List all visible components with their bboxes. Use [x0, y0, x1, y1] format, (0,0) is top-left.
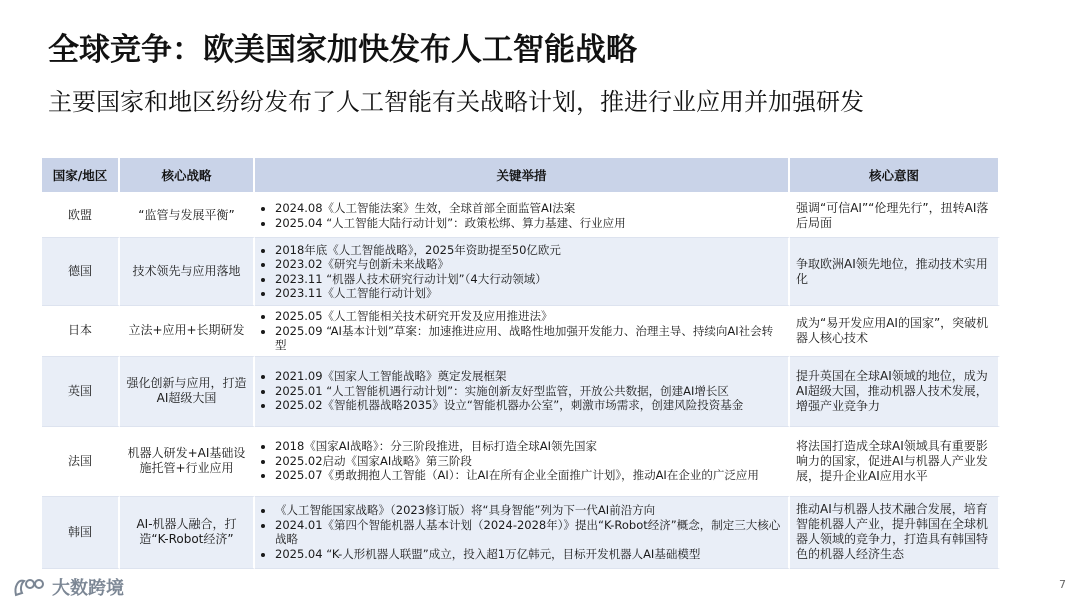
- table-row: [42, 357, 1000, 427]
- logo-mark-icon: [12, 575, 46, 599]
- brand-logo: [10, 572, 130, 602]
- country-cell: 日本: [42, 306, 120, 357]
- page-number: 7: [1059, 578, 1066, 591]
- measure-item: • 2024.08《人工智能法案》生效，全球首部全面监管AI法案: [275, 201, 782, 216]
- strategy-cell: 强化创新与应用，打造AI超级大国: [120, 357, 255, 427]
- intent-cell: 提升英国在全球AI领域的地位，成为AI超级大国，推动机器人技术发展，增强产业竞争力: [790, 357, 1000, 427]
- measures-cell: [255, 194, 790, 238]
- page-subtitle: 主要国家和地区纷纷发布了人工智能有关战略计划，推进行业应用并加强研发: [48, 88, 864, 116]
- header-country: 国家/地区: [42, 158, 120, 194]
- intent-cell: 成为“易开发应用AI的国家”，突破机器人核心技术: [790, 306, 1000, 357]
- intent-cell: 强调“可信AI”“伦理先行”，扭转AI落后局面: [790, 194, 1000, 238]
- measure-item: • 2018年底《人工智能战略》，2025年资助提至50亿欧元: [275, 243, 782, 258]
- measure-item: • 2025.01 “人工智能机遇行动计划”：实施创新友好型监管，开放公共数据，创建AI增长区: [275, 384, 782, 399]
- table-row: [42, 497, 1000, 569]
- strategy-cell: “监管与发展平衡”: [120, 194, 255, 238]
- measure-item: • 2023.11《人工智能行动计划》: [275, 286, 782, 301]
- measures-cell: [255, 238, 790, 306]
- strategy-cell: 机器人研发+AI基础设施托管+行业应用: [120, 427, 255, 497]
- strategy-cell: 立法+应用+长期研发: [120, 306, 255, 357]
- measures-cell: [255, 497, 790, 569]
- table-header-row: [42, 158, 1000, 194]
- strategy-cell: AI-机器人融合，打造“K-Robot经济”: [120, 497, 255, 569]
- header-measures: 关键举措: [255, 158, 790, 194]
- measure-item: • 2023.11 “机器人技术研究行动计划”（4大行动领域）: [275, 272, 782, 287]
- measure-item: • 2025.04 “人工智能大陆行动计划”：政策松绑、算力基建、行业应用: [275, 216, 782, 231]
- intent-cell: 推动AI与机器人技术融合发展，培育智能机器人产业，提升韩国在全球机器人领域的竞争力，打造具有韩国特色的机器人经济生态: [790, 497, 1000, 569]
- measure-item: • 2025.09 “AI基本计划”草案：加速推进应用、战略性地加强开发能力、治理主导、持续向AI社会转型: [275, 324, 782, 353]
- table-row: [42, 427, 1000, 497]
- intent-cell: 争取欧洲AI领先地位，推动技术实用化: [790, 238, 1000, 306]
- measure-item: • 2024.01《第四个智能机器人基本计划（2024-2028年）》提出“K-Robot经济”概念，制定三大核心战略: [275, 518, 782, 547]
- page-title: 全球竞争：欧美国家加快发布人工智能战略: [48, 32, 637, 68]
- measure-item: • 2021.09《国家人工智能战略》奠定发展框架: [275, 369, 782, 384]
- measures-cell: [255, 357, 790, 427]
- strategy-table: [42, 158, 1000, 569]
- strategy-cell: 技术领先与应用落地: [120, 238, 255, 306]
- header-intent: 核心意图: [790, 158, 1000, 194]
- measure-item: • 《人工智能国家战略》（2023修订版）将“具身智能”列为下一代AI前沿方向: [275, 503, 782, 518]
- country-cell: 欧盟: [42, 194, 120, 238]
- table-row: [42, 306, 1000, 357]
- measure-item: • 2025.04 “K-人形机器人联盟”成立，投入超1万亿韩元，目标开发机器人AI基础模型: [275, 547, 782, 562]
- country-cell: 法国: [42, 427, 120, 497]
- measures-cell: [255, 306, 790, 357]
- intent-cell: 将法国打造成全球AI领域具有重要影响力的国家，促进AI与机器人产业发展，提升企业AI应用水平: [790, 427, 1000, 497]
- table-row: [42, 194, 1000, 238]
- country-cell: 韩国: [42, 497, 120, 569]
- measure-item: • 2025.07《勇敢拥抱人工智能（AI）：让AI在所有企业全面推广计划》，推动AI在企业的广泛应用: [275, 468, 782, 483]
- table-row: [42, 238, 1000, 306]
- measure-item: • 2025.02《智能机器战略2035》设立“智能机器办公室”，刺激市场需求，创建风险投资基金: [275, 398, 782, 413]
- logo-text: 大数跨境: [52, 578, 124, 599]
- measures-cell: [255, 427, 790, 497]
- country-cell: 德国: [42, 238, 120, 306]
- measure-item: • 2023.02《研究与创新未来战略》: [275, 257, 782, 272]
- measure-item: • 2018《国家AI战略》：分三阶段推进，目标打造全球AI领先国家: [275, 439, 782, 454]
- country-cell: 英国: [42, 357, 120, 427]
- measure-item: • 2025.05《人工智能相关技术研究开发及应用推进法》: [275, 309, 782, 324]
- header-strategy: 核心战略: [120, 158, 255, 194]
- measure-item: • 2025.02启动《国家AI战略》第三阶段: [275, 454, 782, 469]
